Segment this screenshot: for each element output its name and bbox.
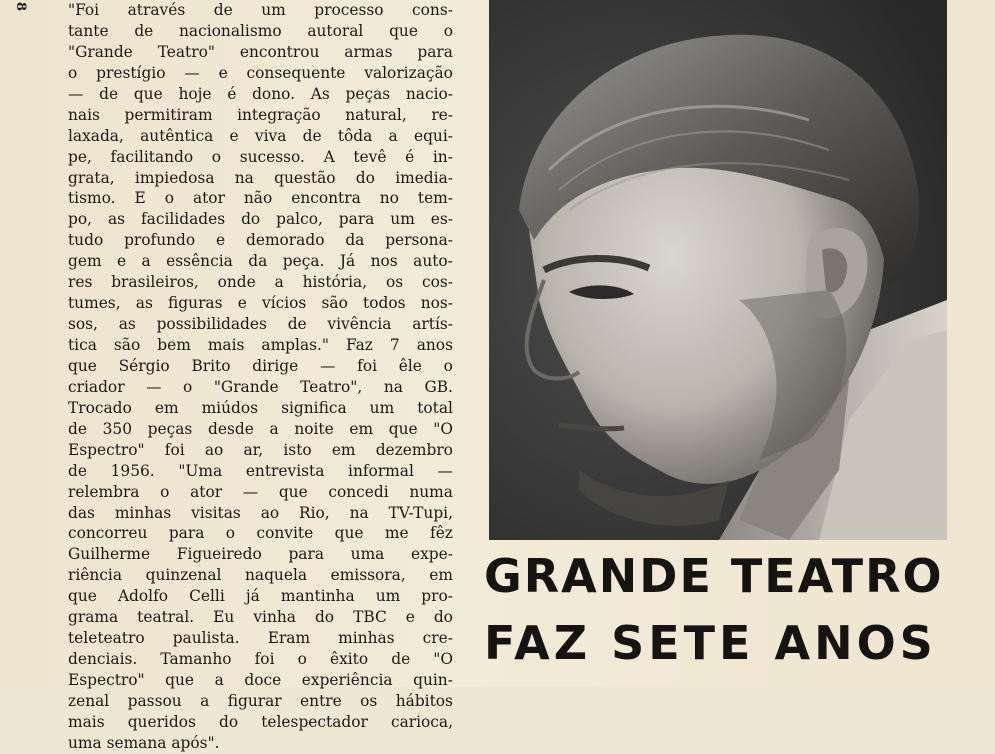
article-line: "Grande Teatro" encontrou armas para [68, 42, 453, 61]
article-line: concorreu para o convite que me fêz [68, 524, 453, 543]
page-number: 8 [13, 2, 28, 12]
article-line: riência quinzenal naquela emissora, em [68, 566, 453, 585]
article-line: tumes, as figuras e vícios são todos nos- [68, 294, 453, 313]
article-line: Espectro" foi ao ar, isto em dezembro [68, 440, 453, 459]
article-line: laxada, autêntica e viva de tôda a equi- [68, 126, 453, 145]
article-line: criador — o "Grande Teatro", na GB. [68, 377, 453, 396]
article-line: denciais. Tamanho foi o êxito de "O [68, 650, 453, 669]
article-line: relembra o ator — que concedi numa [68, 482, 453, 501]
article-line: pe, facilitando o sucesso. A tevê é in- [68, 147, 453, 166]
article-line: o prestígio — e consequente valorização [68, 63, 453, 82]
headline-line-1: GRANDE TEATRO [484, 549, 944, 603]
article-line: tica são bem mais amplas." Faz 7 anos [68, 336, 453, 354]
article-line: grata, impiedosa na questão do imedia- [68, 168, 453, 187]
article-line: res brasileiros, onde a história, os cos- [68, 273, 453, 292]
article-line: Espectro" que a doce experiência quin- [68, 671, 453, 689]
article-line: grama teatral. Eu vinha do TBC e do [68, 608, 453, 627]
article-line: zenal passou a figurar entre os hábitos [68, 691, 453, 710]
article-line: po, as facilidades do palco, para um es- [68, 210, 453, 229]
article-line: uma semana após". [68, 733, 220, 752]
article-line: gem e a essência da peça. Já nos auto- [68, 252, 453, 271]
article-line: sos, as possibilidades de vivência artís- [68, 315, 453, 334]
article-line: que Adolfo Celli já mantinha um pro- [68, 587, 453, 606]
article-line: tismo. E o ator não encontra no tem- [68, 189, 453, 208]
portrait-image [489, 0, 947, 540]
headline-line-2: FAZ SETE ANOS [484, 616, 937, 670]
article-line: das minhas visitas ao Rio, na TV-Tupi, [68, 503, 453, 522]
article-line: — de que hoje é dono. As peças nacio- [68, 84, 453, 103]
portrait-photo [489, 0, 947, 540]
article-line: de 350 peças desde a noite em que "O [68, 419, 453, 438]
article-line: Trocado em miúdos significa um total [68, 398, 453, 417]
article-body [68, 0, 453, 752]
article-line: mais queridos do telespectador carioca, [68, 712, 453, 731]
article-line: Guilherme Figueiredo para uma expe- [68, 545, 453, 564]
article-line: que Sérgio Brito dirige — foi êle o [68, 356, 453, 375]
article-line: tudo profundo e demorado da persona- [68, 231, 453, 250]
article-line: tante de nacionalismo autoral que o [68, 21, 453, 40]
article-line: de 1956. "Uma entrevista informal — [68, 461, 453, 480]
article-line: "Foi através de um processo cons- [68, 1, 453, 19]
article-line: nais permitiram integração natural, re- [68, 105, 453, 124]
article-line: teleteatro paulista. Eram minhas cre- [68, 629, 453, 648]
